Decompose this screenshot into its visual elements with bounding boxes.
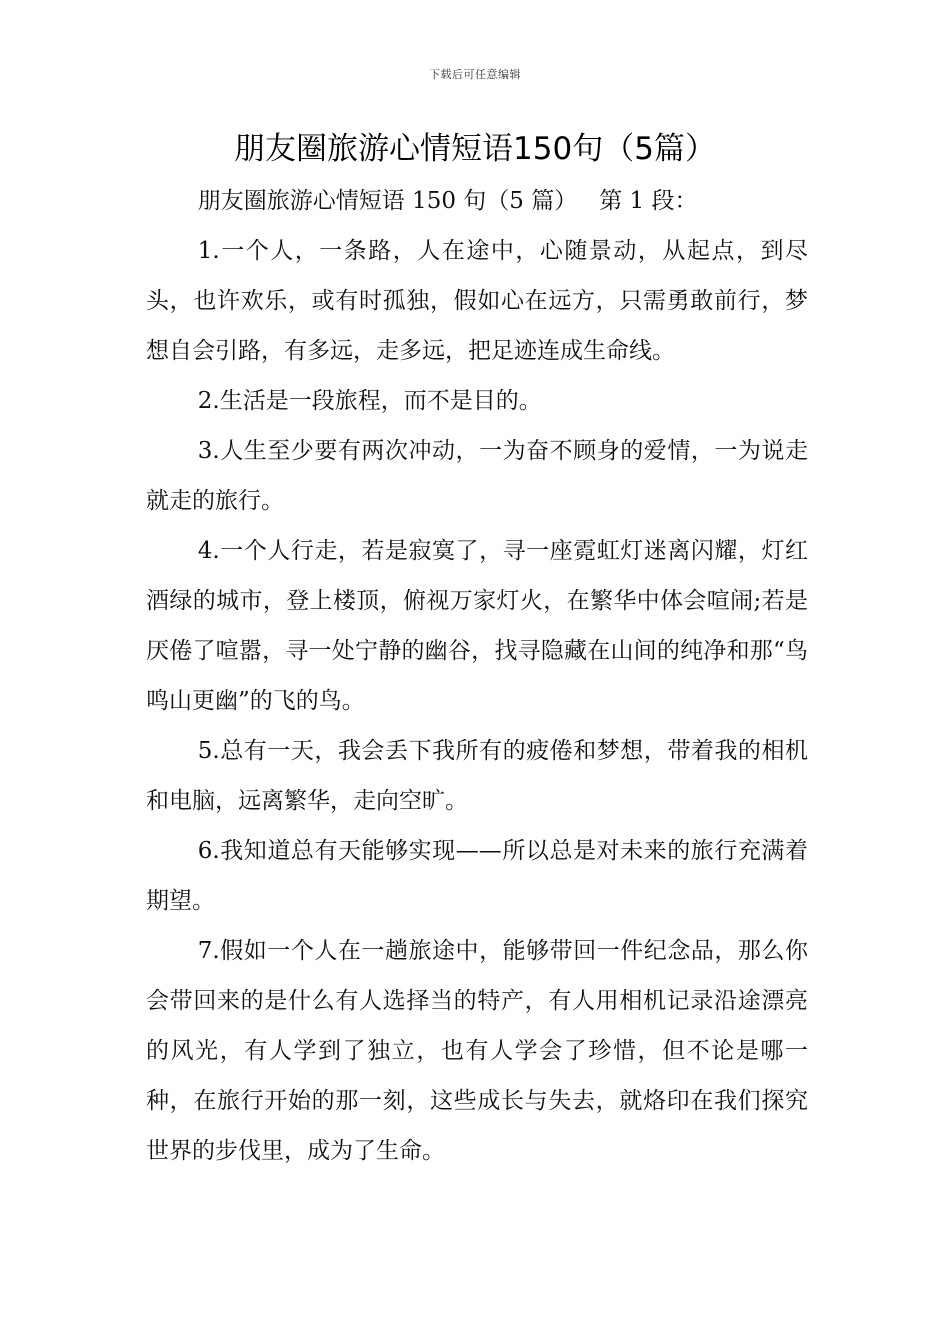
section-label: 第 1 段： <box>599 188 698 214</box>
document-body <box>146 176 808 1176</box>
paragraph-5: 5.总有一天，我会丢下我所有的疲倦和梦想，带着我的相机和电脑，远离繁华，走向空旷。 <box>146 738 808 814</box>
paragraph-6: 6.我知道总有天能够实现——所以总是对未来的旅行充满着期望。 <box>146 838 808 914</box>
paragraph-3: 3.人生至少要有两次冲动，一为奋不顾身的爱情，一为说走就走的旅行。 <box>146 438 808 514</box>
paragraph-4: 4.一个人行走，若是寂寞了，寻一座霓虹灯迷离闪耀，灯红酒绿的城市，登上楼顶，俯视万家灯火，在繁华中体会喧闹;若是厌倦了喧嚣，寻一处宁静的幽谷，找寻隐藏在山间的纯净和那“鸟鸣山更幽”的飞的鸟。 <box>146 538 808 714</box>
paragraph-2: 2.生活是一段旅程，而不是目的。 <box>197 388 542 414</box>
header-note: 下载后可任意编辑 <box>429 68 521 81</box>
paragraph-1: 1.一个人，一条路，人在途中，心随景动，从起点，到尽头，也许欢乐，或有时孤独，假如心在远方，只需勇敢前行，梦想自会引路，有多远，走多远，把足迹连成生命线。 <box>146 238 808 364</box>
subheading-text: 朋友圈旅游心情短语 150 句（5 篇） <box>197 188 578 214</box>
document-title: 朋友圈旅游心情短语150句（5篇） <box>234 131 716 167</box>
paragraph-7: 7.假如一个人在一趟旅途中，能够带回一件纪念品，那么你会带回来的是什么有人选择当的特产，有人用相机记录沿途漂亮的风光，有人学到了独立，也有人学会了珍惜，但不论是哪一种，在旅行开始的那一刻，这些成长与失去，就烙印在我们探究世界的步伐里，成为了生命。 <box>146 938 808 1164</box>
subheading <box>146 176 808 226</box>
